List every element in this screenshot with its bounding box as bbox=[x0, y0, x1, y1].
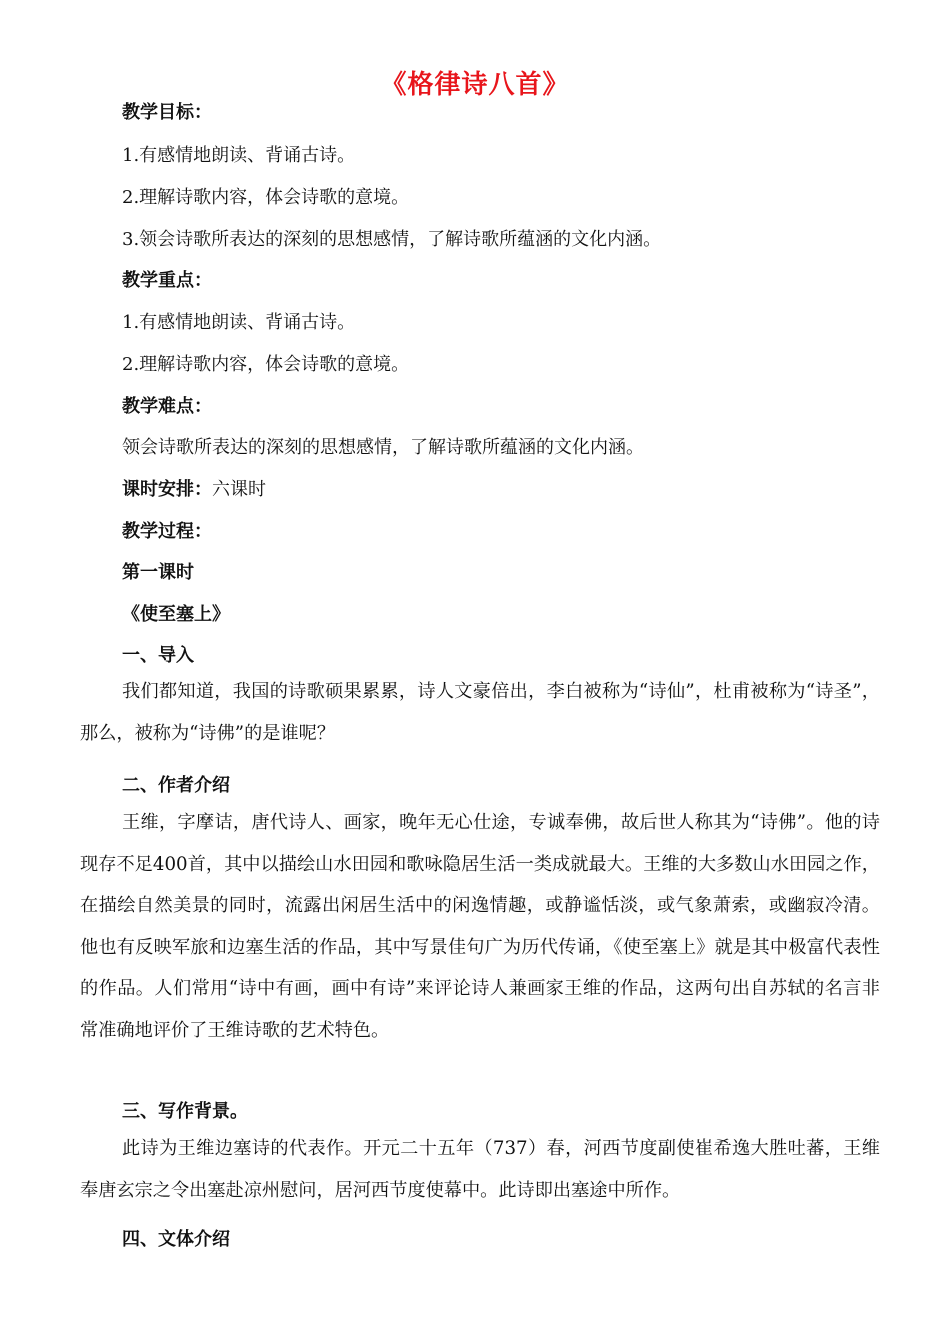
section3-heading: 三、写作背景。 bbox=[122, 1101, 248, 1122]
goals-heading: 教学目标： bbox=[122, 102, 212, 123]
schedule-label: 课时安排： bbox=[122, 479, 212, 500]
goal-item-2: 2.理解诗歌内容，体会诗歌的意境。 bbox=[122, 187, 410, 208]
goal-item-1: 1.有感情地朗读、背诵古诗。 bbox=[122, 145, 356, 166]
schedule-line bbox=[122, 475, 266, 501]
difficulty-text: 领会诗歌所表达的深刻的思想感情，了解诗歌所蕴涵的文化内涵。 bbox=[122, 437, 644, 458]
key-point-item-1: 1.有感情地朗读、背诵古诗。 bbox=[122, 312, 356, 333]
poem-heading: 《使至塞上》 bbox=[122, 604, 230, 625]
section1-paragraph: 我们都知道，我国的诗歌硕果累累，诗人文豪倍出，李白被称为“诗仙”，杜甫被称为“诗圣”，那么，被称为“诗佛”的是谁呢？ bbox=[80, 681, 880, 744]
key-point-item-2: 2.理解诗歌内容，体会诗歌的意境。 bbox=[122, 354, 410, 375]
lesson-heading: 第一课时 bbox=[122, 562, 194, 583]
schedule-value: 六课时 bbox=[212, 479, 266, 500]
section4-heading: 四、文体介绍 bbox=[122, 1229, 230, 1250]
section2-paragraph: 王维，字摩诘，唐代诗人、画家，晚年无心仕途，专诚奉佛，故后世人称其为“诗佛”。他的诗现存不足400首，其中以描绘山水田园和歌咏隐居生活一类成就最大。王维的大多数山水田园之作，在描绘自然美景的同时，流露出闲居生活中的闲逸情趣，或静谧恬淡，或气象萧索，或幽寂冷清。他也有反映军旅和边塞生活的作品，其中写景佳句广为历代传诵，《使至塞上》就是其中极富代表性的作品。人们常用“诗中有画，画中有诗”来评论诗人兼画家王维的作品，这两句出自苏轼的名言非常准确地评价了王维诗歌的艺术特色。 bbox=[80, 812, 880, 1041]
process-heading: 教学过程： bbox=[122, 521, 212, 542]
section1-heading: 一、导入 bbox=[122, 645, 194, 666]
goal-item-3: 3.领会诗歌所表达的深刻的思想感情，了解诗歌所蕴涵的文化内涵。 bbox=[122, 229, 662, 250]
difficulty-heading: 教学难点： bbox=[122, 396, 212, 417]
key-points-heading: 教学重点： bbox=[122, 270, 212, 291]
section2-heading: 二、作者介绍 bbox=[122, 775, 230, 796]
document-title: 《格律诗八首》 bbox=[380, 70, 570, 100]
section3-paragraph: 此诗为王维边塞诗的代表作。开元二十五年（737）春，河西节度副使崔希逸大胜吐蕃，王维奉唐玄宗之令出塞赴凉州慰问，居河西节度使幕中。此诗即出塞途中所作。 bbox=[80, 1138, 880, 1201]
